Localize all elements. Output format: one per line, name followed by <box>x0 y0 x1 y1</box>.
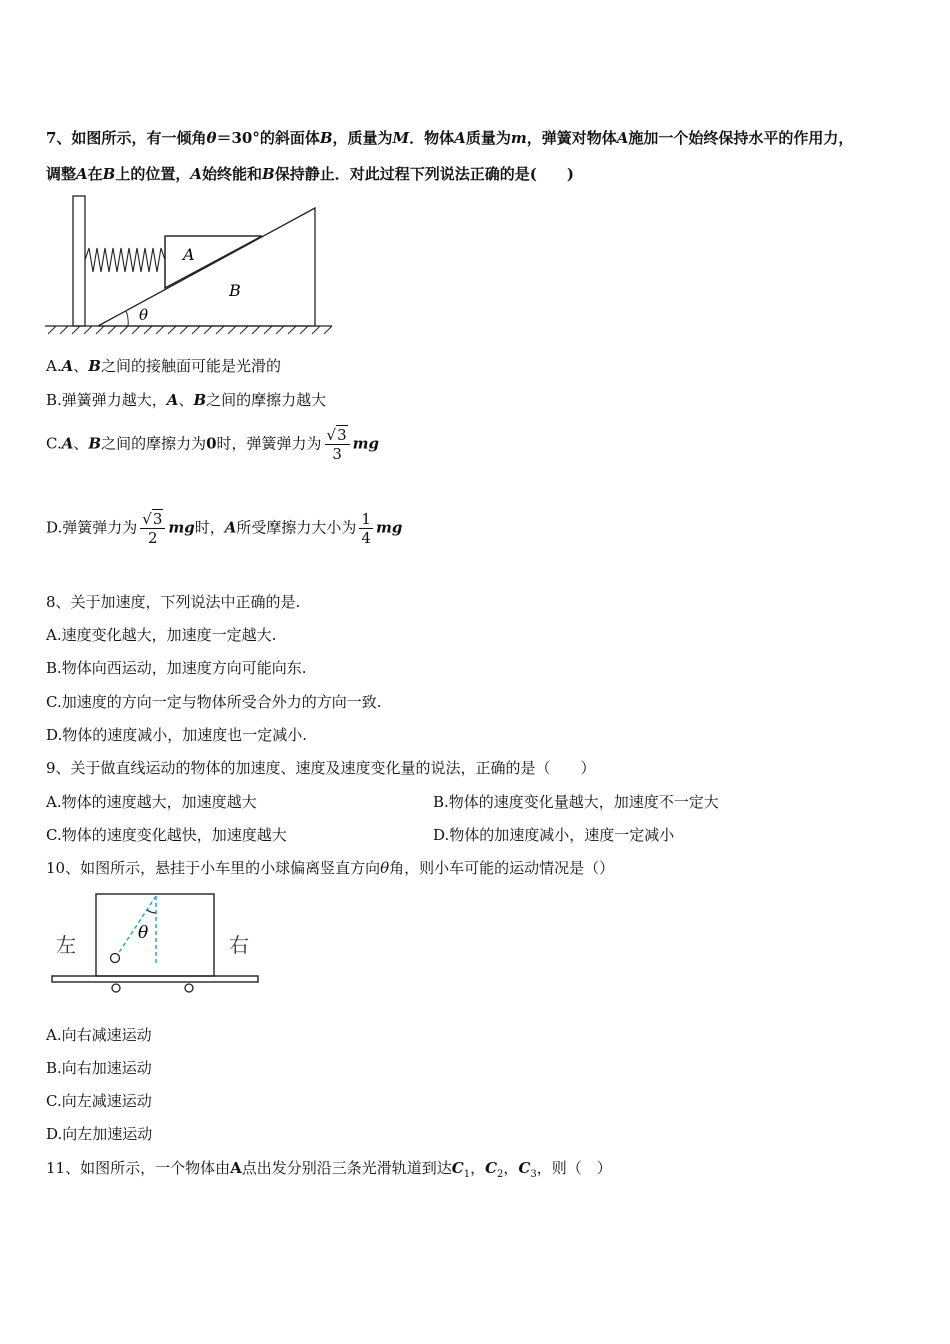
q7-text: 上的位置， <box>115 165 191 183</box>
fraction-sqrt3-over-3: $\frac{√3}{3}$ <box>325 426 350 463</box>
theta-symbol: θ <box>206 129 217 147</box>
q7-text: 调整 <box>46 165 77 183</box>
ground-hatch <box>48 326 332 334</box>
label-B: B <box>229 281 241 300</box>
mg: mg <box>168 518 195 537</box>
wall <box>73 196 85 326</box>
q7-stem-line2 <box>46 164 574 184</box>
var-B: B <box>88 434 102 453</box>
var-M: M <box>392 129 410 147</box>
point-C3: C <box>518 1159 531 1177</box>
var-A: A <box>166 391 179 409</box>
q8-option-b[interactable]: B.物体向西运动，加速度方向可能向东. <box>46 659 307 677</box>
var-B: B <box>102 165 116 183</box>
q9-option-a[interactable]: A.物体的速度越大，加速度越大 <box>46 793 257 811</box>
mg: mg <box>375 518 403 537</box>
wheel-left <box>112 984 120 992</box>
q7-text: ＝30°的斜面体 <box>216 129 320 147</box>
q11-text: 点出发分别沿三条光滑轨道到达 <box>241 1159 452 1177</box>
cart-box <box>96 894 214 976</box>
q10-text: 角，则小车可能的运动情况是（） <box>389 859 615 877</box>
q7-text: ．物体 <box>409 129 455 147</box>
sep: 、 <box>178 391 194 409</box>
fraction-sqrt3-over-2: $\frac{√3}{2}$ <box>140 510 165 547</box>
q8-option-d[interactable]: D.物体的速度减小，加速度也一定减小. <box>46 726 308 744</box>
cart-base <box>52 976 258 982</box>
q7-text: 施加一个始终保持水平的作用力， <box>628 129 854 147</box>
var-B: B <box>88 357 101 375</box>
comma: ， <box>470 1159 486 1177</box>
q10-option-c[interactable]: C.向左减速运动 <box>46 1092 152 1110</box>
var-A: A <box>224 518 237 537</box>
q7-text: 7、如图所示，有一倾角 <box>46 129 207 147</box>
q10-figure <box>46 888 266 998</box>
q10-stem <box>46 858 614 878</box>
mg: mg <box>352 434 380 453</box>
theta-label: θ <box>138 923 149 943</box>
option-text: 之间的接触面可能是光滑的 <box>100 357 281 375</box>
spring <box>85 248 165 272</box>
var-A: A <box>454 129 466 147</box>
q7-option-b[interactable] <box>46 390 326 410</box>
frac-num: 3 <box>152 510 163 528</box>
q7-text: ，质量为 <box>332 129 393 147</box>
q8-option-a[interactable]: A.速度变化越大，加速度一定越大. <box>46 626 277 644</box>
point-A: A <box>230 1159 242 1177</box>
var-m: m <box>510 129 527 147</box>
sep: 、 <box>73 434 89 453</box>
q7-stem-line1 <box>46 128 853 148</box>
theta-arc <box>126 311 128 326</box>
q10-option-b[interactable]: B.向右加速运动 <box>46 1059 152 1077</box>
q9-option-c[interactable]: C.物体的速度变化越快，加速度越大 <box>46 826 287 844</box>
q11-text: 11、如图所示，一个物体由 <box>46 1159 231 1177</box>
zero-value: 0 <box>206 434 217 453</box>
option-text: B.弹簧弹力越大， <box>46 391 167 409</box>
point-C1: C <box>451 1159 464 1177</box>
q9-option-d[interactable]: D.物体的加速度减小，速度一定减小 <box>433 826 675 844</box>
theta-arc <box>147 910 156 913</box>
q10-option-d[interactable]: D.向左加速运动 <box>46 1125 153 1143</box>
q7-option-a[interactable] <box>46 356 281 376</box>
frac-den: 4 <box>361 529 371 547</box>
var-B: B <box>319 129 333 147</box>
option-text: D.弹簧弹力为 <box>46 518 138 537</box>
comma: ， <box>503 1159 519 1177</box>
q9-stem: 9、关于做直线运动的物体的加速度、速度及速度变化量的说法，正确的是（ ） <box>46 759 596 777</box>
var-A: A <box>61 434 74 453</box>
sep: 、 <box>73 357 89 375</box>
var-A: A <box>616 129 629 147</box>
point-C2: C <box>485 1159 498 1177</box>
subscript-1: 1 <box>463 1169 471 1180</box>
label-theta: θ <box>139 306 149 324</box>
subscript-2: 2 <box>497 1169 504 1180</box>
q7-text: 质量为 <box>465 129 511 147</box>
q11-text: ，则（ ） <box>536 1159 612 1177</box>
q10-text: 10、如图所示，悬挂于小车里的小球偏离竖直方向 <box>46 859 381 877</box>
wheel-right <box>185 984 193 992</box>
theta-symbol: θ <box>380 859 390 877</box>
q7-text: ，弹簧对物体 <box>526 129 617 147</box>
subscript-3: 3 <box>530 1169 537 1180</box>
q7-text: 在 <box>87 165 103 183</box>
var-B: B <box>193 391 207 409</box>
q8-option-c[interactable]: C.加速度的方向一定与物体所受合外力的方向一致. <box>46 693 382 711</box>
q8-stem: 8、关于加速度，下列说法中正确的是. <box>46 593 301 611</box>
option-text: 之间的摩擦力越大 <box>206 391 327 409</box>
q7-option-d[interactable] <box>46 510 402 547</box>
block-A <box>165 236 262 288</box>
string <box>118 896 156 954</box>
option-text: 时，弹簧弹力为 <box>216 434 322 453</box>
q7-figure <box>40 190 340 340</box>
option-prefix: A. <box>46 357 62 375</box>
frac-den: 3 <box>325 444 350 463</box>
option-prefix: C. <box>46 434 62 453</box>
var-A: A <box>61 357 74 375</box>
frac-den: 2 <box>140 528 165 547</box>
option-text: 之间的摩擦力为 <box>101 434 207 453</box>
frac-num: 3 <box>337 426 347 444</box>
frac-num: 1 <box>361 510 371 528</box>
incline-B <box>98 208 315 326</box>
q7-text: 保持静止．对此过程下列说法正确的是( ) <box>274 165 574 183</box>
q7-option-c[interactable] <box>46 426 379 463</box>
var-B: B <box>262 165 275 183</box>
label-right: 右 <box>229 933 249 957</box>
q7-text: 始终能和 <box>202 165 263 183</box>
ball <box>111 954 120 963</box>
var-A: A <box>76 165 88 183</box>
label-A: A <box>183 245 195 264</box>
var-A: A <box>190 165 203 183</box>
label-left: 左 <box>56 933 76 957</box>
option-text: 时， <box>194 518 225 537</box>
q11-stem <box>46 1158 612 1185</box>
fraction-1-over-4 <box>359 510 373 547</box>
q9-option-b[interactable]: B.物体的速度变化量越大，加速度不一定大 <box>433 793 719 811</box>
q10-option-a[interactable]: A.向右减速运动 <box>46 1026 152 1044</box>
option-text: 所受摩擦力大小为 <box>236 518 357 537</box>
